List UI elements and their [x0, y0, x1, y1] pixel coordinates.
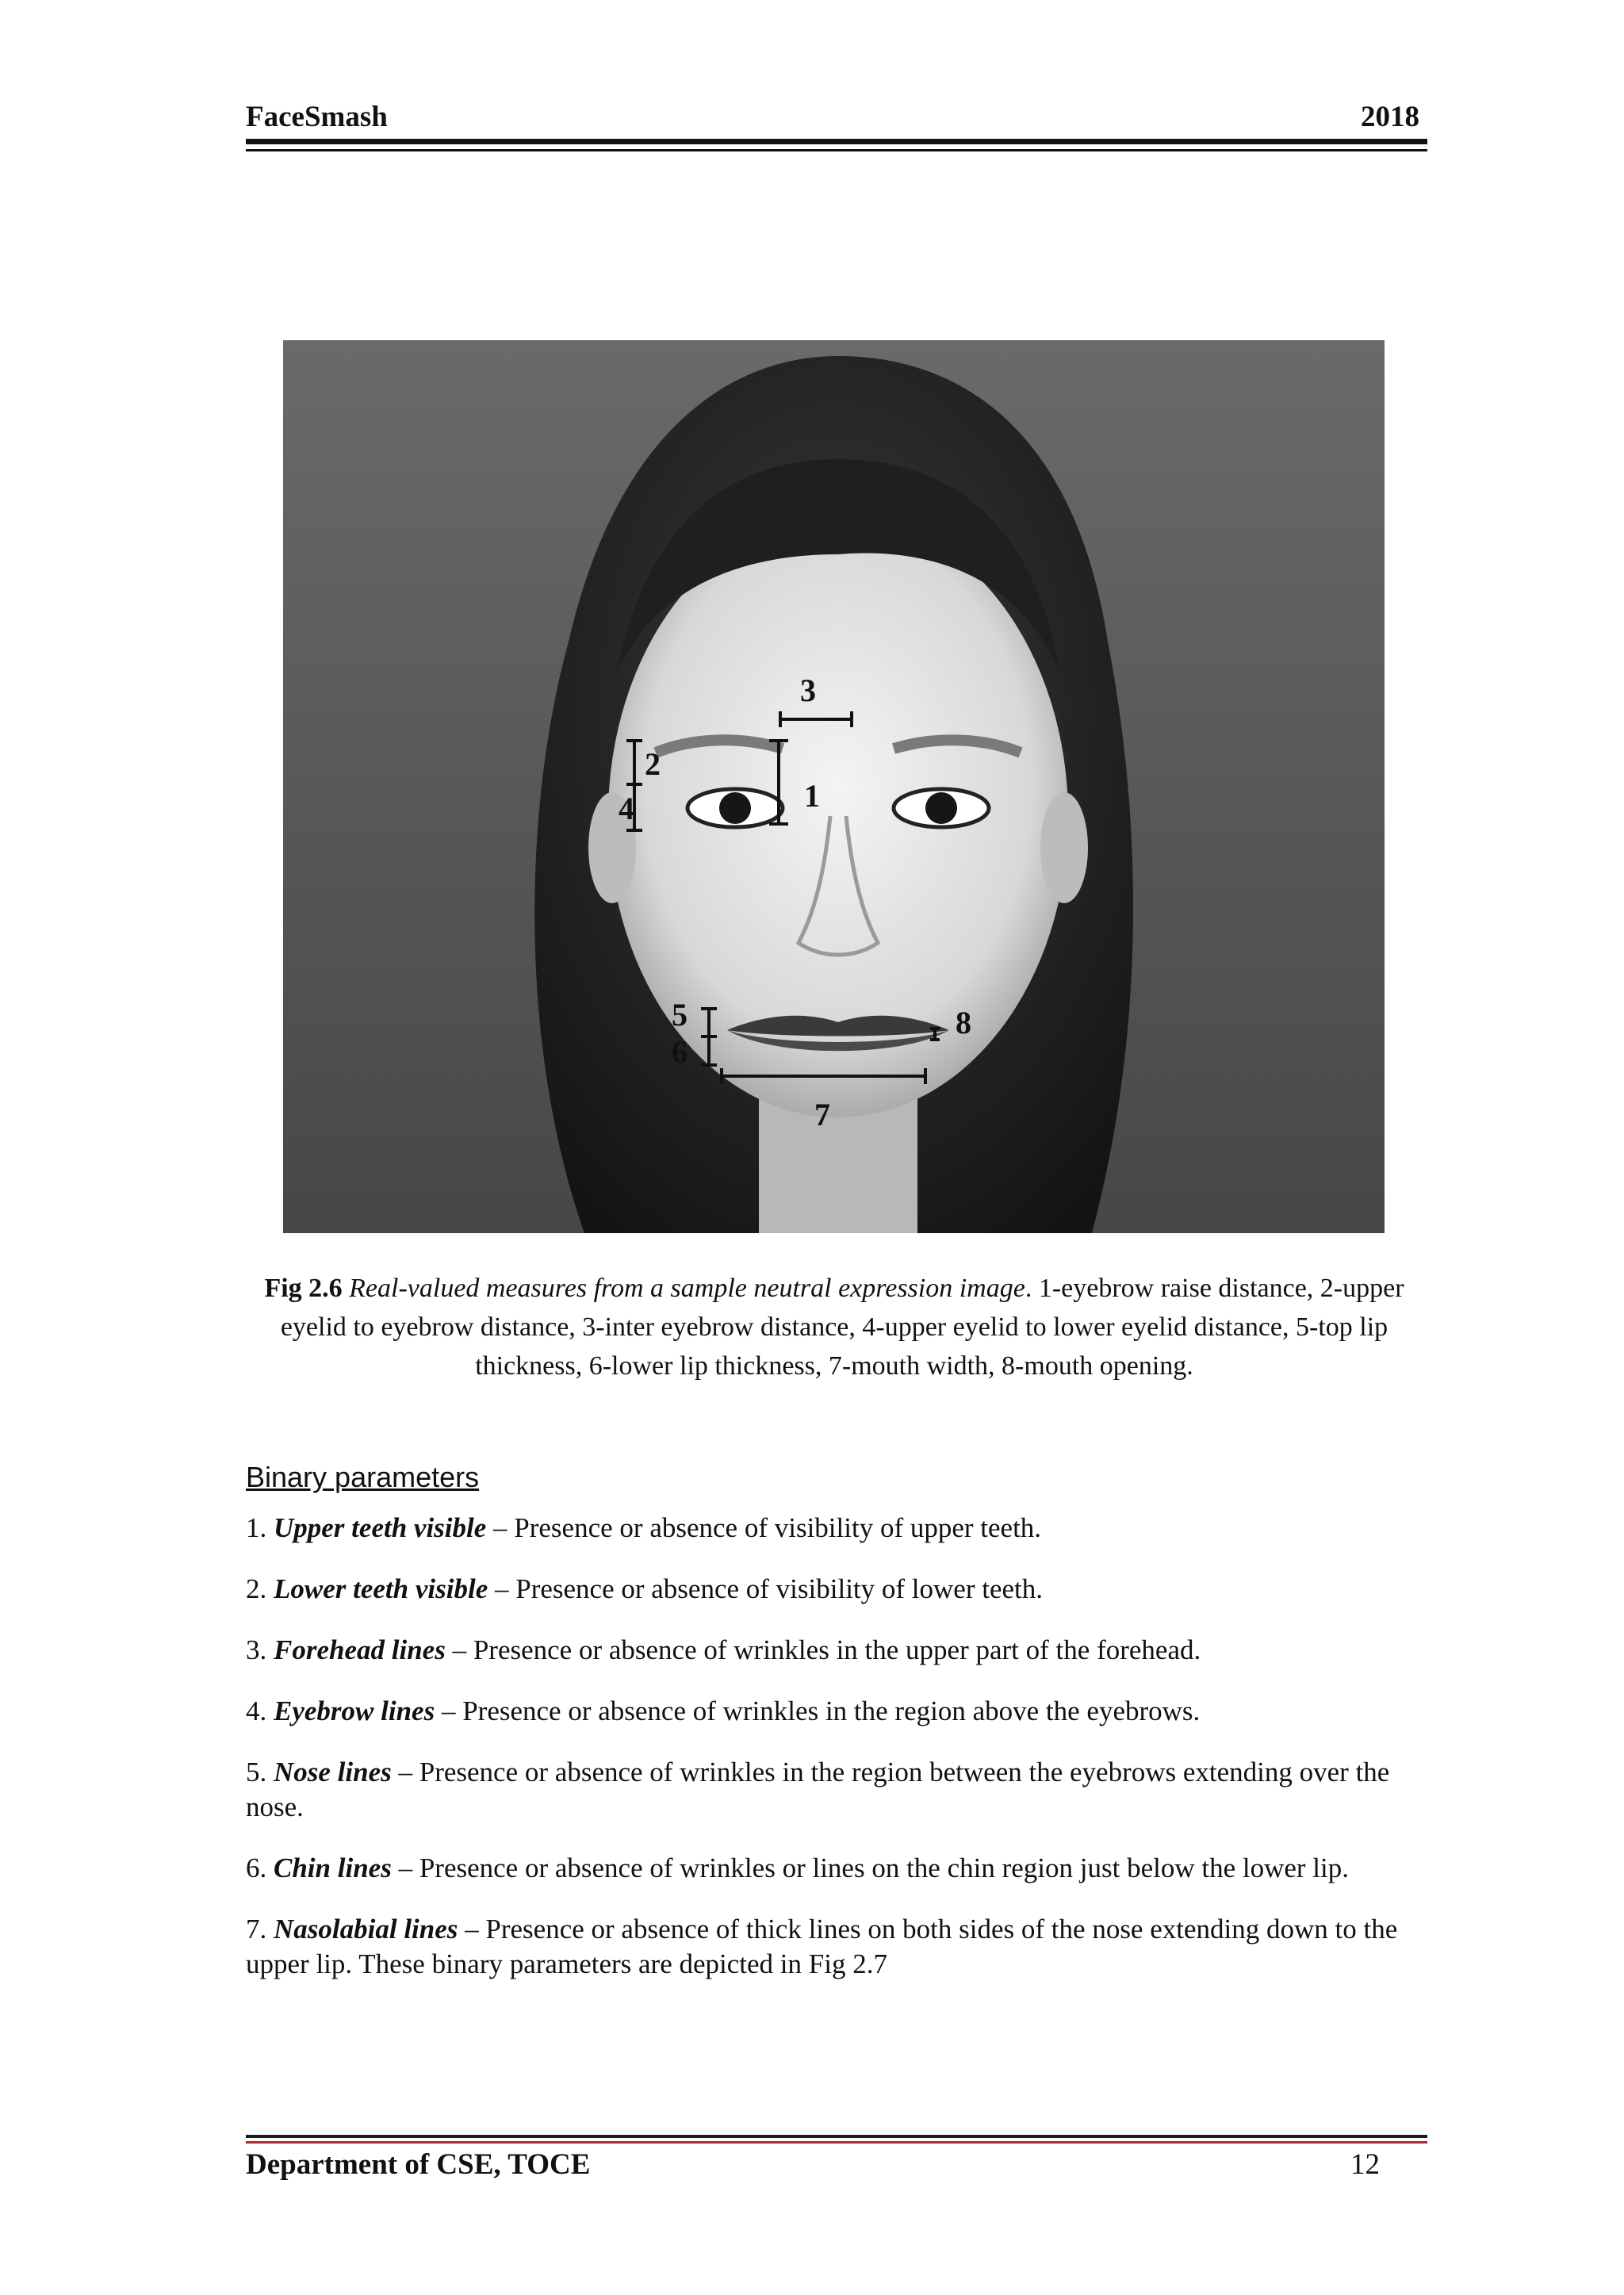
page-header	[246, 100, 1419, 132]
item-description: – Presence or absence of visibility of lower teeth.	[488, 1573, 1044, 1604]
item-number: 6.	[246, 1852, 274, 1883]
marker-label-6: 6	[672, 1034, 688, 1070]
item-description: – Presence or absence of wrinkles or lines on the chin region just below the lower lip.	[391, 1852, 1350, 1883]
header-rule-thick	[246, 139, 1427, 144]
item-term: Forehead lines	[274, 1634, 446, 1665]
figure-caption	[251, 1269, 1418, 1385]
item-term: Nose lines	[274, 1757, 392, 1787]
item-number: 5.	[246, 1757, 274, 1787]
marker-label-5: 5	[672, 997, 688, 1033]
document-title: FaceSmash	[246, 101, 388, 133]
footer-rule-red	[246, 2141, 1427, 2144]
item-description: – Presence or absence of thick lines on both sides of the nose extending down to the upper lip. These binary parameters are depicted in Fig 2.7	[246, 1914, 1398, 1979]
item-term: Lower teeth visible	[274, 1573, 488, 1604]
item-description: – Presence or absence of wrinkles in the upper part of the forehead.	[445, 1634, 1201, 1665]
list-item	[246, 1633, 1419, 1668]
list-item	[246, 1755, 1419, 1825]
marker-label-4: 4	[619, 791, 634, 826]
face-photo	[283, 340, 1385, 1233]
page-number: 12	[1350, 2148, 1380, 2181]
department-name: Department of CSE, TOCE	[246, 2148, 591, 2181]
item-description: – Presence or absence of wrinkles in the region above the eyebrows.	[435, 1695, 1201, 1726]
list-item	[246, 1851, 1419, 1886]
face-measurement-figure	[283, 340, 1385, 1233]
marker-label-2: 2	[645, 746, 661, 782]
figure-description: . 1-eyebrow raise distance, 2-upper eyelid to eyebrow distance, 3-inter eyebrow distance, 4-upper eyelid to lower eyelid distance, 5-top lip thickness, 6-lower lip thickness, 7-mouth width, 8-mouth opening.	[280, 1274, 1404, 1381]
header-rule-thin	[246, 149, 1427, 151]
list-item	[246, 1511, 1419, 1546]
item-term: Eyebrow lines	[274, 1695, 435, 1726]
marker-label-1: 1	[804, 778, 820, 814]
document-year: 2018	[1361, 101, 1419, 133]
footer-rule-dark	[246, 2135, 1427, 2138]
list-item	[246, 1694, 1419, 1729]
item-number: 1.	[246, 1512, 274, 1543]
item-term: Nasolabial lines	[274, 1914, 458, 1944]
item-description: – Presence or absence of visibility of upper teeth.	[486, 1512, 1042, 1543]
list-item	[246, 1572, 1419, 1607]
marker-label-8: 8	[956, 1005, 971, 1040]
marker-label-7: 7	[814, 1097, 830, 1132]
item-number: 3.	[246, 1634, 274, 1665]
item-number: 2.	[246, 1573, 274, 1604]
item-term: Upper teeth visible	[274, 1512, 487, 1543]
section-heading: Binary parameters	[246, 1461, 480, 1493]
item-term: Chin lines	[274, 1852, 392, 1883]
item-description: – Presence or absence of wrinkles in the region between the eyebrows extending over the nose.	[246, 1757, 1390, 1822]
binary-parameters-list	[246, 1511, 1419, 2008]
list-item	[246, 1912, 1419, 1982]
item-number: 7.	[246, 1914, 274, 1944]
marker-label-3: 3	[800, 672, 816, 708]
figure-id: Fig 2.6	[264, 1274, 343, 1303]
item-number: 4.	[246, 1695, 274, 1726]
figure-title: Real-valued measures from a sample neutral expression image	[349, 1274, 1025, 1303]
